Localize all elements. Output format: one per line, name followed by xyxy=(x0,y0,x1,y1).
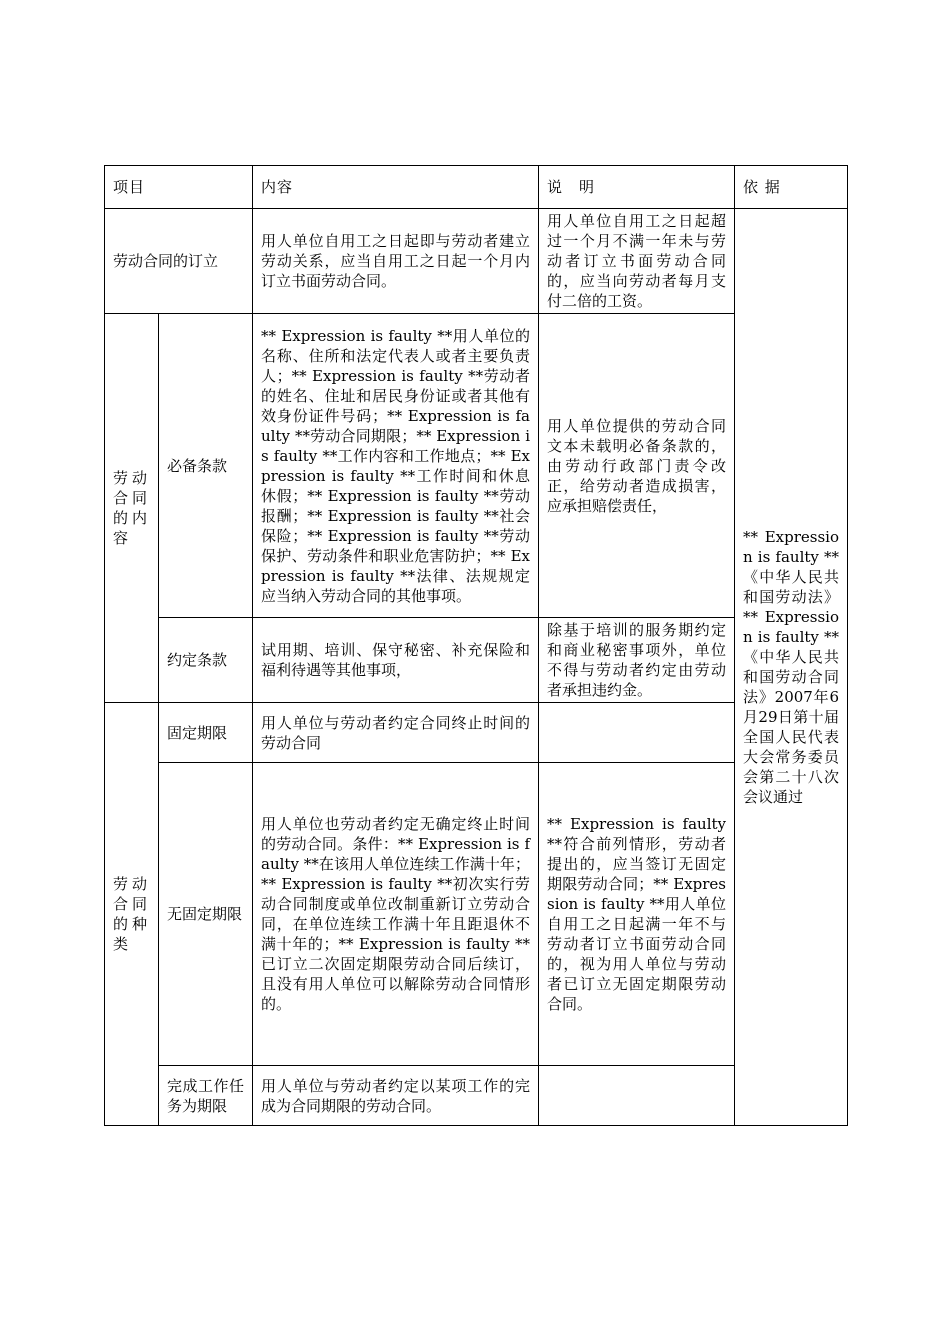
required-terms-note: 用人单位提供的劳动合同文本未载明必备条款的，由劳动行政部门责令改正，给劳动者造成损害，应承担赔偿责任， xyxy=(539,314,735,618)
basis-cell: ** Expression is faulty **《中华人民共和国劳动法》** Expression is faulty **《中华人民共和国劳动合同法》2007年6月29日第十届全国人民代表大会常务委员会第二十八次会议通过 xyxy=(735,209,848,1126)
contract-types-group-label: 劳动合同的种类 xyxy=(105,703,159,1126)
task-based-label: 完成工作任务为期限 xyxy=(159,1066,253,1126)
task-based-content: 用人单位与劳动者约定以某项工作的完成为合同期限的劳动合同。 xyxy=(253,1066,539,1126)
signing-label: 劳动合同的订立 xyxy=(105,209,253,314)
fixed-term-label: 固定期限 xyxy=(159,703,253,763)
signing-note: 用人单位自用工之日起超过一个月不满一年未与劳动者订立书面劳动合同的，应当向劳动者每月支付二倍的工资。 xyxy=(539,209,735,314)
agreed-terms-label: 约定条款 xyxy=(159,618,253,703)
fixed-term-content: 用人单位与劳动者约定合同终止时间的劳动合同 xyxy=(253,703,539,763)
header-item: 项目 xyxy=(105,166,253,209)
agreed-terms-note: 除基于培训的服务期约定和商业秘密事项外，单位不得与劳动者约定由劳动者承担违约金。 xyxy=(539,618,735,703)
header-note: 说 明 xyxy=(539,166,735,209)
open-ended-content: 用人单位也劳动者约定无确定终止时间的劳动合同。条件：** Expression is faulty **在该用人单位连续工作满十年；** Expression is faulty **初次实行劳动合同制度或单位改制重新订立劳动合同，在单位连续工作满十年且距退休不满十年的；** Expression is faulty **已订立二次固定期限劳动合同后续订，且没有用人单位可以解除劳动合同情形的。 xyxy=(253,763,539,1066)
header-basis: 依 据 xyxy=(735,166,848,209)
labor-contract-table xyxy=(104,165,848,1126)
agreed-terms-content: 试用期、培训、保守秘密、补充保险和福利待遇等其他事项， xyxy=(253,618,539,703)
signing-content: 用人单位自用工之日起即与劳动者建立劳动关系，应当自用工之日起一个月内订立书面劳动合同。 xyxy=(253,209,539,314)
open-ended-note: ** Expression is faulty **符合前列情形，劳动者提出的，应当签订无固定期限劳动合同；** Expression is faulty **用人单位自用工之日起满一年不与劳动者订立书面劳动合同的，视为用人单位与劳动者已订立无固定期限劳动合同。 xyxy=(539,763,735,1066)
fixed-term-note xyxy=(539,703,735,763)
contract-content-group-label: 劳动合同的内容 xyxy=(105,314,159,703)
open-ended-label: 无固定期限 xyxy=(159,763,253,1066)
row-signing xyxy=(105,209,848,314)
header-content: 内容 xyxy=(253,166,539,209)
required-terms-label: 必备条款 xyxy=(159,314,253,618)
required-terms-content: ** Expression is faulty **用人单位的名称、住所和法定代表人或者主要负责人；** Expression is faulty **劳动者的姓名、住址和居民身份证或者其他有效身份证件号码；** Expression is faulty **劳动合同期限；** Expression is faulty **工作内容和工作地点；** Expression is faulty **工作时间和休息休假；** Expression is faulty **劳动报酬；** Expression is faulty **社会保险；** Expression is faulty **劳动保护、劳动条件和职业危害防护；** Expression is faulty **法律、法规规定应当纳入劳动合同的其他事项。 xyxy=(253,314,539,618)
header-row xyxy=(105,166,848,209)
task-based-note xyxy=(539,1066,735,1126)
